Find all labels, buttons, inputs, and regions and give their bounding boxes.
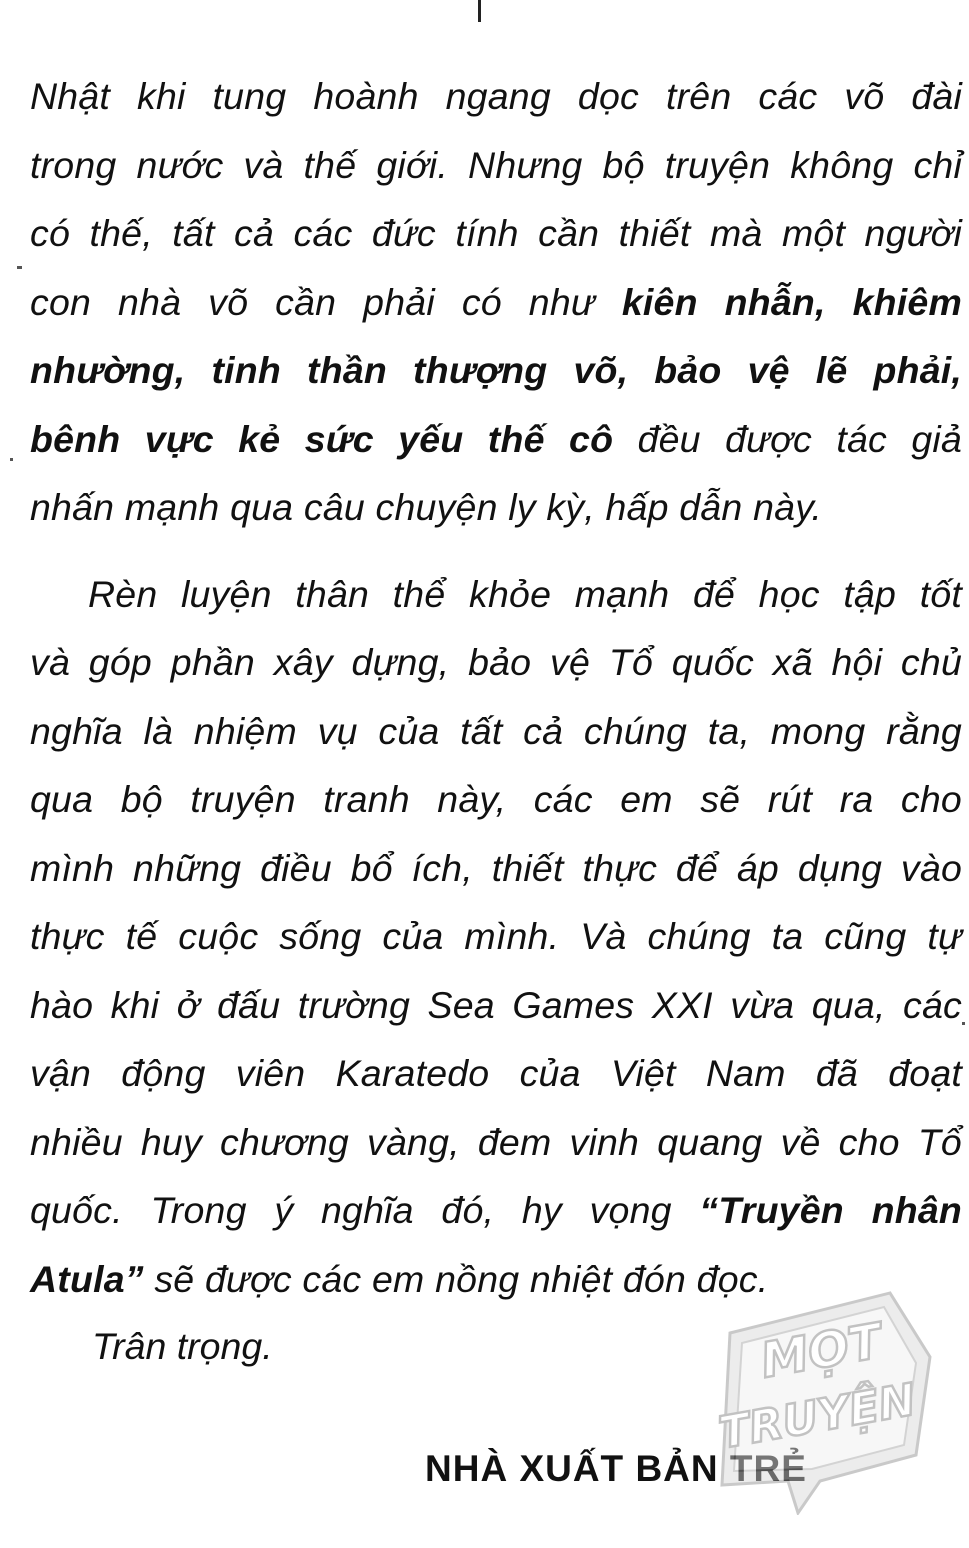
text-line: nghĩa là nhiệm vụ của tất cả chúng ta, mong rằng: [30, 709, 962, 752]
text-line: nhấn mạnh qua câu chuyện ly kỳ, hấp dẫn này.: [30, 486, 822, 528]
text-line: vận động viên Karatedo của Việt Nam đã đoạt: [30, 1052, 962, 1094]
emphasis-text: kiên nhẫn, khiêm: [621, 280, 962, 323]
closing-salutation: Trân trọng.: [92, 1325, 273, 1367]
text-line: trong nước và thế giới. Nhưng bộ truyện không chỉ: [30, 143, 962, 186]
text-line: [30, 336, 962, 405]
watermark-logo: [712, 1285, 937, 1515]
text-segment: sẽ được các em nồng nhiệt đón đọc.: [143, 1257, 769, 1300]
body-text: [30, 62, 962, 1313]
text-line: có thế, tất cả các đức tính cần thiết mà một người: [30, 212, 962, 254]
text-line: nhiều huy chương vàng, đem vinh quang về cho Tổ: [30, 1120, 962, 1163]
text-line: qua bộ truyện tranh này, các em sẽ rút ra cho: [30, 778, 962, 820]
text-segment: quốc. Trong ý nghĩa đó, hy vọng: [30, 1189, 700, 1231]
print-speck: [17, 266, 22, 269]
book-title: “Truyền nhân: [699, 1189, 962, 1231]
text-line: mình những điều bổ ích, thiết thực để áp dụng vào: [30, 846, 962, 889]
text-segment: đều được tác giả: [613, 417, 962, 460]
text-line: và góp phần xây dựng, bảo vệ Tổ quốc xã hội chủ: [30, 641, 962, 683]
print-speck: [10, 458, 13, 461]
book-title: Atula”: [30, 1257, 144, 1300]
text-line: Nhật khi tung hoành ngang dọc trên các võ đài: [30, 75, 962, 117]
text-line: [30, 1176, 962, 1245]
emphasis-text: bênh vực kẻ sức yếu thế cô: [30, 417, 614, 460]
text-line: [30, 405, 962, 474]
watermark-text-1: MỌT: [756, 1313, 886, 1390]
text-line: hào khi ở đấu trường Sea Games XXI vừa qua, các: [30, 983, 962, 1026]
text-line: Rèn luyện thân thể khỏe mạnh để học tập tốt: [88, 572, 962, 615]
emphasis-text: nhường, tinh thần thượng võ, bảo vệ lẽ phải,: [30, 349, 962, 391]
top-edge-mark: [478, 0, 481, 22]
publisher-signature: NHÀ XUẤT BẢN TRẺ: [425, 1448, 807, 1489]
text-line: thực tế cuộc sống của mình. Và chúng ta cũng tự: [30, 915, 962, 957]
text-line: [30, 268, 962, 337]
watermark-text-2: TRUYỆN: [715, 1374, 920, 1460]
print-speck: [962, 1022, 965, 1025]
text-segment: con nhà võ cần phải có như: [30, 280, 622, 323]
